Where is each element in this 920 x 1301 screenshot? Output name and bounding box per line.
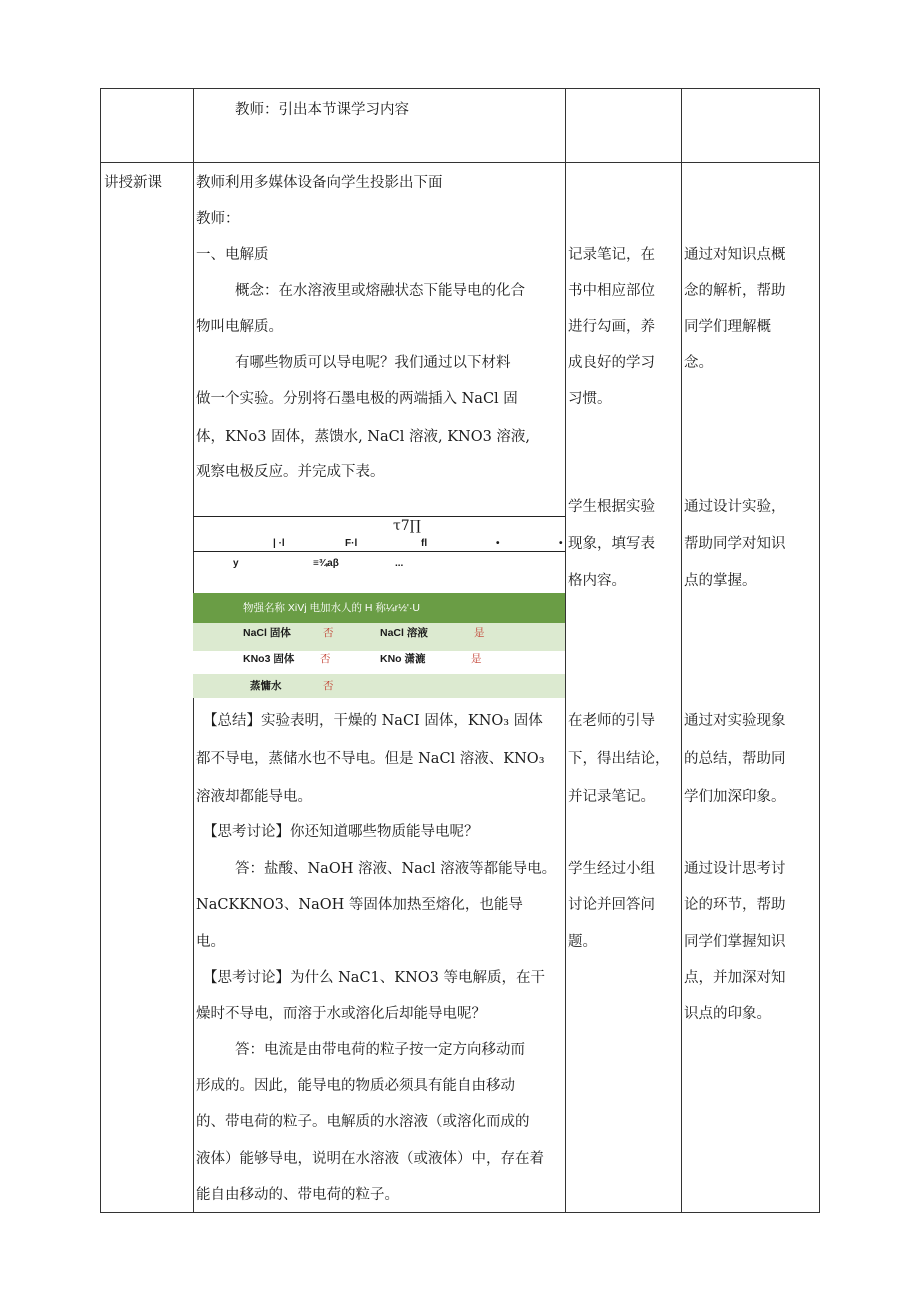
- content-line: 观察电极反应。并完成下表。: [196, 464, 385, 480]
- intent-line: 通过对实验现象: [684, 713, 786, 729]
- table-cell: 否: [323, 627, 334, 639]
- intent-line: 通过设计思考讨: [684, 861, 786, 877]
- discussion-line: 能自由移动的、带电荷的粒子。: [196, 1187, 399, 1203]
- discussion-line: 【思考讨论】为什么 NaC1、KNO3 等电解质，在干: [203, 970, 546, 986]
- student-line: 并记录笔记。: [568, 789, 655, 805]
- student-line: 讨论并回答问: [568, 897, 655, 913]
- discussion-line: 形成的。因此，能导电的物质必须具有能自由移动: [196, 1078, 515, 1094]
- table-title: τ7∏: [393, 518, 421, 534]
- sub-mark: ≡¾aβ: [313, 558, 339, 569]
- experiment-table-image: [193, 516, 565, 698]
- header-mark: F·l: [345, 538, 358, 549]
- intent-line: 点，并加深对知: [684, 970, 786, 986]
- student-line: 进行勾画，养: [568, 319, 655, 335]
- sub-mark: ...: [395, 558, 404, 569]
- table-cell: KNo 潇漉: [380, 653, 426, 665]
- intent-line: 学们加深印象。: [684, 789, 786, 805]
- header-mark: | ·l: [273, 538, 285, 549]
- table-row-band: [193, 674, 565, 698]
- table-cell: NaCl 溶液: [380, 627, 428, 639]
- sub-mark: y: [233, 558, 239, 569]
- content-line: 有哪些物质可以导电呢？我们通过以下材料: [235, 355, 511, 371]
- column-divider: [681, 89, 682, 1212]
- student-line: 习惯。: [568, 391, 612, 407]
- table-cell: 否: [323, 680, 334, 692]
- student-line: 记录笔记，在: [568, 247, 655, 263]
- discussion-line: 答：盐酸、NaOH 溶液、Nacl 溶液等都能导电。: [235, 861, 557, 877]
- student-line: 现象，填写表: [568, 536, 655, 552]
- summary-line: 溶液却都能导电。: [196, 789, 312, 805]
- intent-line: 帮助同学对知识: [684, 536, 786, 552]
- table-cell: KNo3 固体: [243, 653, 295, 665]
- summary-line: 都不导电，蒸储水也不导电。但是 NaCl 溶液、KNO₃: [196, 751, 545, 767]
- section-label: 讲授新课: [104, 175, 162, 191]
- table-cell: 蒸慵水: [250, 680, 282, 692]
- content-line: 教师：: [196, 211, 240, 227]
- table-cell: 否: [320, 653, 331, 665]
- section-heading: 一、电解质: [196, 247, 269, 263]
- intent-line: 通过对知识点概: [684, 247, 786, 263]
- header-mark: fl: [421, 538, 428, 549]
- table-cell: NaCl 固体: [243, 627, 291, 639]
- student-line: 在老师的引导: [568, 713, 655, 729]
- intent-line: 念的解析，帮助: [684, 283, 786, 299]
- header-mark: •: [559, 538, 563, 549]
- student-line: 下，得出结论，: [568, 751, 670, 767]
- intent-line: 识点的印象。: [684, 1006, 771, 1022]
- discussion-line: 液体）能够导电，说明在水溶液（或液体）中，存在着: [196, 1151, 544, 1167]
- student-line: 学生经过小组: [568, 861, 655, 877]
- discussion-line: 答：电流是由带电荷的粒子按一定方向移动而: [235, 1042, 525, 1058]
- student-line: 学生根据实验: [568, 499, 655, 515]
- intent-line: 的总结，帮助同: [684, 751, 786, 767]
- content-line: 做一个实验。分别将石墨电极的两端插入 NaCl 固: [196, 391, 518, 407]
- table-header-text: 物强名称 XiVj 电加水人的 H 称¼r½'·U: [243, 602, 421, 614]
- intent-line: 点的掌握。: [684, 573, 757, 589]
- content-line: 教师利用多媒体设备向学生投影出下面: [196, 175, 443, 191]
- student-line: 书中相应部位: [568, 283, 655, 299]
- student-line: 格内容。: [568, 573, 626, 589]
- discussion-line: NaCKKNO3、NaOH 等固体加热至熔化，也能导: [196, 897, 523, 913]
- content-line: 概念：在水溶液里或熔融状态下能导电的化合: [235, 283, 525, 299]
- teacher-intro-line: 教师：引出本节课学习内容: [235, 102, 409, 118]
- discussion-line: 【思考讨论】你还知道哪些物质能导电呢？: [203, 824, 479, 840]
- student-line: 题。: [568, 934, 597, 950]
- column-divider: [565, 89, 566, 1212]
- table-rule: [193, 516, 565, 517]
- header-mark: •: [496, 538, 500, 549]
- discussion-line: 燥时不导电，而溶于水或溶化后却能导电呢？: [196, 1006, 486, 1022]
- intent-line: 同学们理解概: [684, 319, 771, 335]
- intent-line: 念。: [684, 355, 713, 371]
- row-divider: [101, 162, 819, 163]
- content-line: 物叫电解质。: [196, 319, 283, 335]
- student-line: 成良好的学习: [568, 355, 655, 371]
- table-cell: 是: [474, 627, 485, 639]
- intent-line: 同学们掌握知识: [684, 934, 786, 950]
- intent-line: 通过设计实验，: [684, 499, 786, 515]
- intent-line: 论的环节，帮助: [684, 897, 786, 913]
- discussion-line: 的、带电荷的粒子。电解质的水溶液（或溶化而成的: [196, 1114, 530, 1130]
- summary-line: 【总结】实验表明，干燥的 NaCI 固体，KNO₃ 固体: [203, 713, 543, 729]
- discussion-line: 电。: [196, 934, 225, 950]
- table-cell: 是: [471, 653, 482, 665]
- content-line: 体，KNo3 固体，蒸馈水, NaCl 溶液, KNO3 溶液,: [196, 429, 531, 445]
- table-rule: [193, 551, 565, 552]
